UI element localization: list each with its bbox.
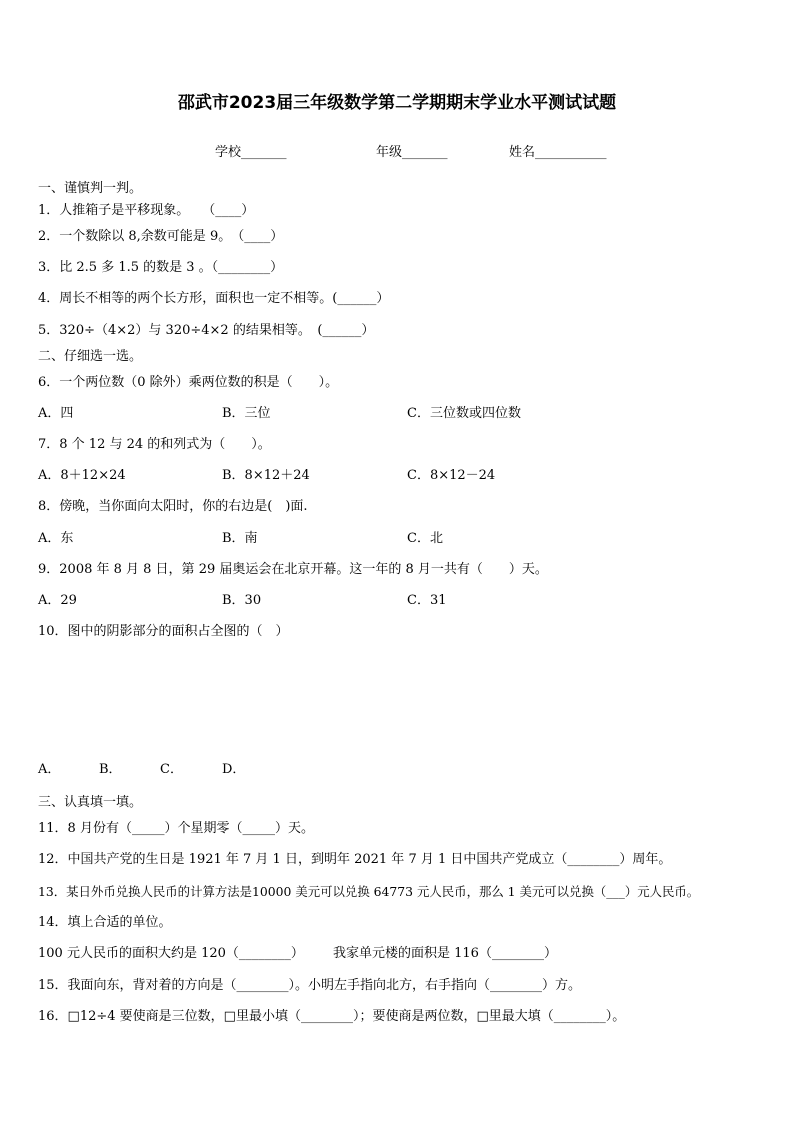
q8-option-a: A．东: [38, 531, 74, 546]
q10-option-c: C．: [160, 762, 183, 777]
section-heading-fill: 三、认真填一填。: [38, 795, 143, 810]
q10-option-d: D．: [222, 762, 246, 777]
question-8: 8．傍晚，当你面向太阳时，你的右边是( )面.: [38, 499, 308, 514]
question-5: 5．320÷（4×2）与 320÷4×2 的结果相等。 (______）: [38, 323, 375, 338]
section-heading-choose: 二、仔细选一选。: [38, 349, 143, 364]
q9-option-b: B．30: [222, 593, 262, 608]
question-14-part-a: 100 元人民币的面积大约是 120（________）: [38, 946, 304, 961]
q7-option-b: B．8×12＋24: [222, 468, 310, 483]
q8-option-b: B．南: [222, 531, 258, 546]
question-4: 4．周长不相等的两个长方形，面积也一定不相等。(______）: [38, 291, 390, 306]
question-1: 1．人推箱子是平移现象。 （____）: [38, 203, 255, 218]
q9-option-c: C．31: [407, 593, 447, 608]
q8-option-c: C．北: [407, 531, 443, 546]
q10-option-b: B．: [99, 762, 122, 777]
question-14-part-b: 我家单元楼的面积是 116（________）: [333, 946, 557, 961]
question-3: 3．比 2.5 多 1.5 的数是 3 。（________）: [38, 260, 284, 275]
question-12: 12．中国共产党的生日是 1921 年 7 月 1 日，到明年 2021 年 7 月 1 日中国共产党成立（________）周年。: [38, 852, 672, 867]
question-2: 2．一个数除以 8,余数可能是 9。 （____）: [38, 229, 284, 244]
grade-field: 年级_______: [376, 145, 448, 160]
q7-option-a: A．8＋12×24: [38, 468, 126, 483]
page-title: 邵武市2023届三年级数学第二学期期末学业水平测试试题: [177, 93, 617, 113]
question-6: 6．一个两位数（0 除外）乘两位数的积是（ ）。: [38, 375, 339, 390]
section-heading-judge: 一、谨慎判一判。: [38, 181, 143, 196]
question-15: 15．我面向东，背对着的方向是（________）。小明左手指向北方，右手指向（________）方。: [38, 978, 582, 993]
school-field: 学校_______: [215, 145, 287, 160]
q7-option-c: C．8×12－24: [407, 468, 496, 483]
q9-option-a: A．29: [38, 593, 77, 608]
question-14: 14．填上合适的单位。: [38, 915, 172, 930]
name-field: 姓名___________: [509, 145, 607, 160]
question-7: 7．8 个 12 与 24 的和列式为（ ）。: [38, 437, 271, 452]
question-13: 13．某日外币兑换人民币的计算方法是10000 美元可以兑换 64773 元人民币，那么 1 美元可以兑换（___）元人民币。: [38, 884, 700, 899]
q6-option-c: C．三位数或四位数: [407, 406, 521, 421]
question-9: 9．2008 年 8 月 8 日，第 29 届奥运会在北京开幕。这一年的 8 月一共有（ ）天。: [38, 562, 548, 577]
q10-option-a: A．: [38, 762, 61, 777]
question-11: 11．8 月份有（_____）个星期零（_____）天。: [38, 821, 314, 836]
q6-option-a: A．四: [38, 406, 74, 421]
q6-option-b: B．三位: [222, 406, 271, 421]
question-16: 16．□12÷4 要使商是三位数，□里最小填（________）；要使商是两位数，□里最大填（________）。: [38, 1009, 626, 1024]
question-10: 10．图中的阴影部分的面积占全图的（ ）: [38, 624, 289, 639]
